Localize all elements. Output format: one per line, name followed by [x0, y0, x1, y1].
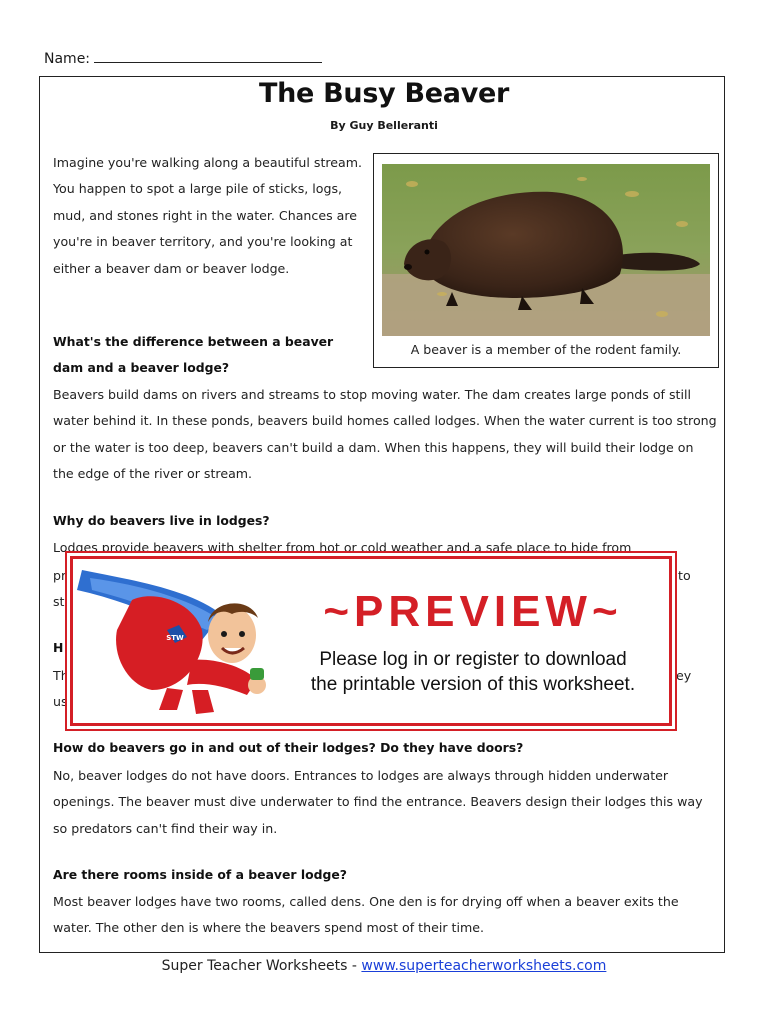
answer-doors: No, beaver lodges do not have doors. Entrances to lodges are always through hidden underwater openings. The beaver must dive underwater to find the entrance. Beavers design their lodges this way so predators can't find their way in. [53, 768, 703, 836]
photo-caption: A beaver is a member of the rodent family. [410, 342, 682, 357]
answer-why-lodges-fragment-a: pr [53, 568, 67, 583]
question-dam-vs-lodge: What's the difference between a beaver dam and a beaver lodge? [53, 334, 334, 376]
footer-text: Super Teacher Worksheets - [161, 958, 362, 974]
name-blank-line [94, 48, 322, 63]
preview-title: ~PREVIEW~ [323, 587, 623, 636]
answer-hidden-fragment-c: us [53, 694, 68, 709]
name-field [44, 48, 322, 67]
question-why-lodges: Why do beavers live in lodges? [53, 513, 270, 528]
intro-paragraph: Imagine you're walking along a beautiful stream. You happen to spot a large pile of sticks, logs, mud, and stones right in the water. Chances are you're in beaver territory, and you're looking at either a beaver dam or beaver lodge. [53, 155, 363, 276]
worksheet-title: The Busy Beaver [258, 78, 510, 109]
answer-rooms: Most beaver lodges have two rooms, called dens. One den is for drying off when a beaver exits the water. The other den is where the beavers spend most of their time. [53, 894, 679, 936]
preview-login-message: Please log in or register to download [319, 649, 627, 670]
answer-why-lodges-fragment-c: st [53, 594, 65, 609]
author-byline: By Guy Belleranti [330, 119, 438, 132]
beaver-photo-box [373, 153, 719, 368]
beaver-photo [382, 164, 710, 336]
superhero-mascot-icon [72, 560, 282, 725]
question-hidden-fragment: H [53, 640, 64, 655]
answer-why-lodges-line1: Lodges provide beavers with shelter from hot or cold weather and a safe place to hide from [53, 540, 632, 555]
preview-printable-message: the printable version of this worksheet. [310, 674, 636, 695]
name-label: Name: [44, 51, 91, 67]
question-doors: How do beavers go in and out of their lodges? Do they have doors? [53, 740, 524, 755]
answer-hidden-fragment-a: Th [53, 668, 69, 683]
answer-why-lodges-fragment-b: to [678, 568, 691, 583]
question-rooms: Are there rooms inside of a beaver lodge? [53, 867, 347, 882]
footer [0, 958, 768, 974]
mascot-badge-text: STW [166, 634, 184, 642]
footer-website-link[interactable]: www.superteacherworksheets.com [361, 958, 607, 974]
answer-hidden-fragment-b: ey [676, 668, 692, 683]
answer-dam-vs-lodge: Beavers build dams on rivers and streams to stop moving water. The dam creates large ponds of still water behind it. In these ponds, beavers build homes called lodges. When the water current is too strong or the water is too deep, beavers can't build a dam. When this happens, they will build their lodge on the edge of the river or stream. [53, 387, 717, 482]
